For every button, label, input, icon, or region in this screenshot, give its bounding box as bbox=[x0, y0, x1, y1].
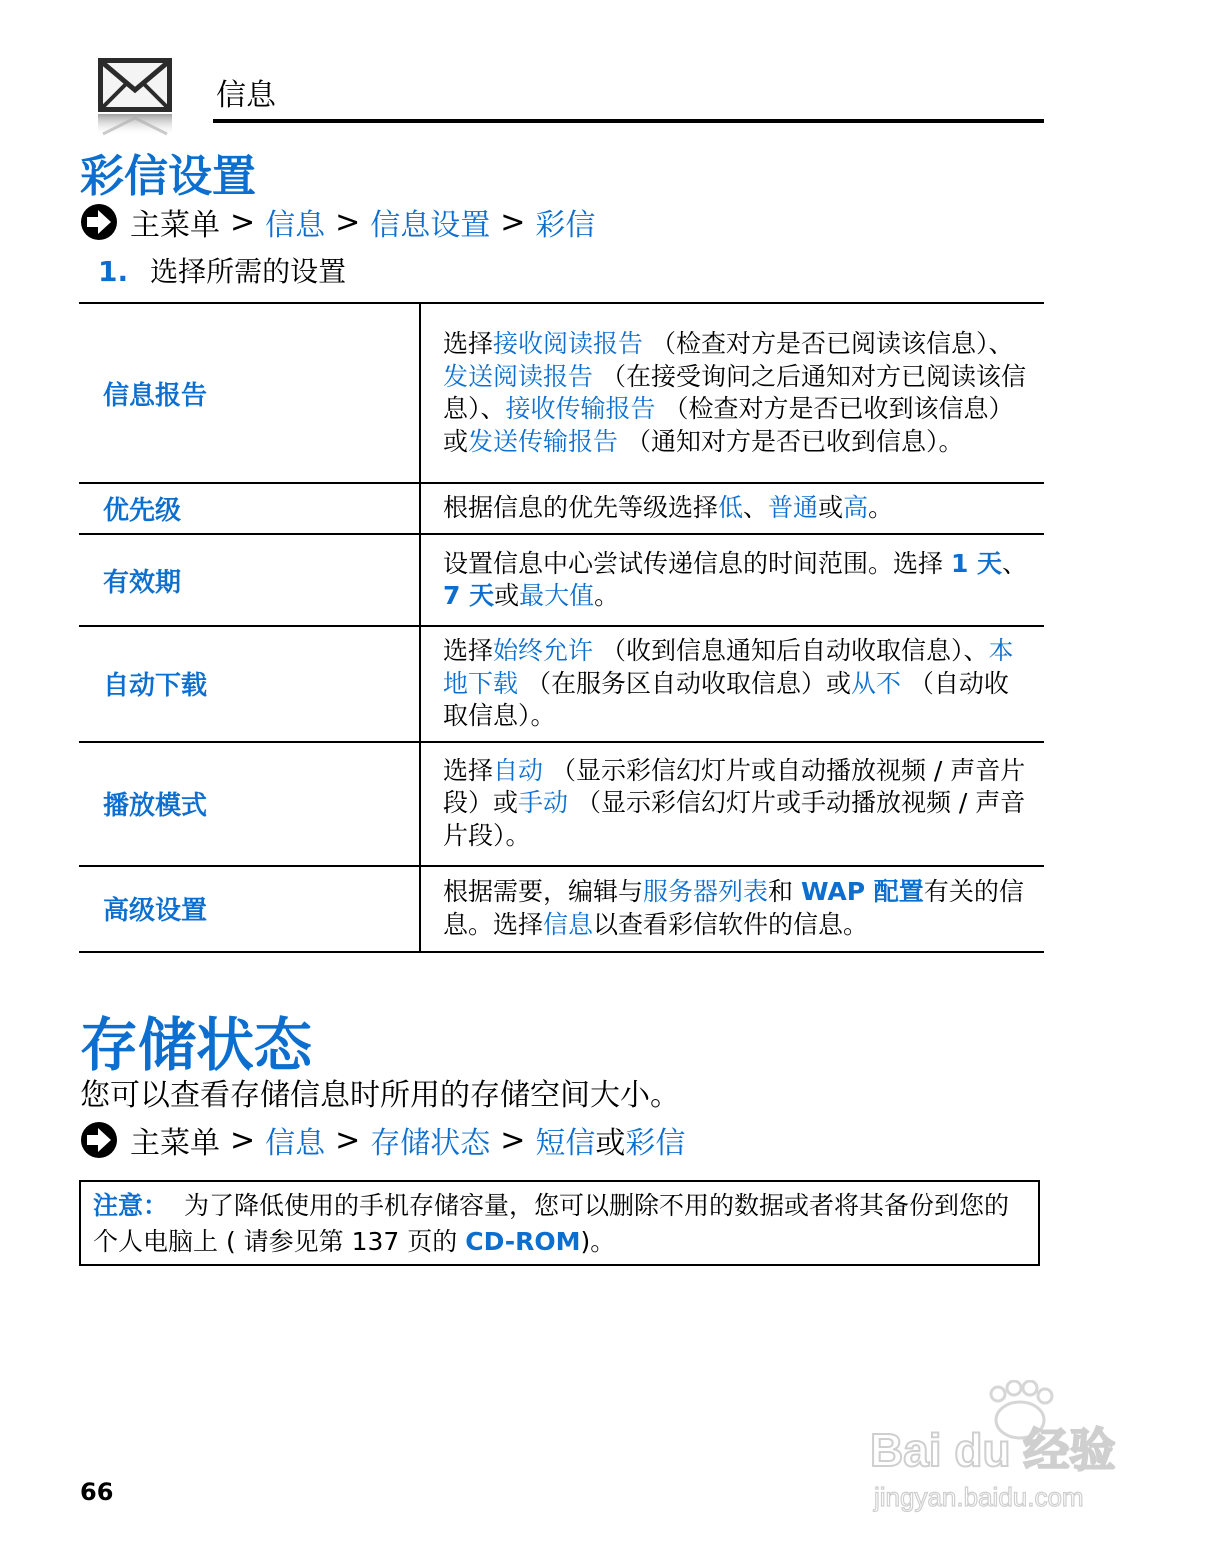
breadcrumb bbox=[80, 200, 595, 244]
breadcrumb-root: 主菜单 bbox=[130, 208, 220, 243]
setting-label-message-report: 信息报告 bbox=[79, 303, 420, 483]
watermark-url: jingyan.baidu.com bbox=[874, 1482, 1084, 1512]
option-always-allow: 始终允许 bbox=[493, 636, 594, 665]
breadcrumb-item-mms[interactable]: 彩信 bbox=[535, 208, 596, 243]
option-wap-config: WAP 配置 bbox=[800, 877, 924, 906]
watermark-brand: Bai du 经验 bbox=[870, 1424, 1116, 1476]
breadcrumb-item-mms[interactable]: 彩信 bbox=[625, 1126, 686, 1161]
setting-label-play-mode: 播放模式 bbox=[79, 742, 420, 866]
breadcrumb-separator: > bbox=[230, 1122, 256, 1158]
option-maximum: 最大值 bbox=[519, 581, 595, 610]
step-1 bbox=[98, 250, 346, 290]
setting-label-validity: 有效期 bbox=[79, 534, 420, 626]
page-number: 66 bbox=[80, 1478, 114, 1506]
setting-label-advanced: 高级设置 bbox=[79, 866, 420, 952]
breadcrumb-separator: > bbox=[500, 1122, 526, 1158]
header-title: 信息 bbox=[216, 78, 276, 113]
option-delivery-report-receive: 接收传输报告 bbox=[505, 394, 656, 423]
baidu-watermark bbox=[870, 1380, 1160, 1520]
option-manual: 手动 bbox=[518, 788, 569, 818]
setting-label-auto-download: 自动下载 bbox=[79, 626, 420, 742]
breadcrumb-item-message-settings[interactable]: 信息设置 bbox=[370, 208, 491, 243]
table-row bbox=[79, 866, 1044, 952]
setting-description: 选择接收阅读报告 （检查对方是否已阅读该信息）、发送阅读报告 （在接受询问之后通知对方已阅读该信息）、接收传输报告 （检查对方是否已收到该信息）或发送传输报告 （通知对方是否已收到信息）。 bbox=[420, 303, 1044, 483]
option-delivery-report-send: 发送传输报告 bbox=[468, 426, 619, 456]
option-low: 低 bbox=[718, 493, 744, 523]
section-title-mms-settings: 彩信设置 bbox=[80, 151, 256, 202]
note-label: 注意： bbox=[93, 1191, 169, 1220]
section-body-text: 您可以查看存储信息时所用的存储空间大小。 bbox=[80, 1078, 680, 1113]
breadcrumb-item-sms[interactable]: 短信 bbox=[535, 1126, 596, 1161]
breadcrumb bbox=[80, 1118, 685, 1162]
header-rule bbox=[213, 119, 1044, 123]
setting-label-priority: 优先级 bbox=[79, 483, 420, 534]
arrow-right-icon bbox=[80, 1121, 118, 1159]
breadcrumb-separator: > bbox=[335, 1122, 361, 1158]
breadcrumb-separator: > bbox=[230, 204, 256, 240]
option-server-list: 服务器列表 bbox=[643, 877, 769, 906]
note-box bbox=[79, 1180, 1040, 1266]
option-info: 信息 bbox=[543, 909, 594, 939]
setting-description: 设置信息中心尝试传递信息的时间范围。选择 1 天、 7 天或最大值。 bbox=[420, 534, 1044, 626]
setting-description: 选择自动 （显示彩信幻灯片或自动播放视频 / 声音片段）或手动 （显示彩信幻灯片或手动播放视频 / 声音片段）。 bbox=[420, 742, 1044, 866]
step-text: 选择所需的设置 bbox=[150, 255, 347, 288]
breadcrumb-item-memory-status[interactable]: 存储状态 bbox=[370, 1126, 491, 1161]
table-row bbox=[79, 483, 1044, 534]
settings-table bbox=[79, 302, 1044, 953]
option-normal: 普通 bbox=[768, 493, 819, 523]
setting-description: 选择始终允许 （收到信息通知后自动收取信息）、本地下载 （在服务区自动收取信息）或从不 （自动收取信息）。 bbox=[420, 626, 1044, 742]
breadcrumb-root: 主菜单 bbox=[130, 1126, 220, 1161]
note-link-cd-rom[interactable]: CD-ROM bbox=[465, 1227, 581, 1256]
breadcrumb-or: 或 bbox=[595, 1126, 626, 1161]
option-7-days: 7 天 bbox=[443, 581, 495, 610]
envelope-icon bbox=[96, 56, 176, 136]
table-row bbox=[79, 534, 1044, 626]
table-row bbox=[79, 626, 1044, 742]
option-read-report-receive: 接收阅读报告 bbox=[493, 329, 644, 358]
breadcrumb-separator: > bbox=[500, 204, 526, 240]
setting-description: 根据信息的优先等级选择低、普通或高。 bbox=[420, 483, 1044, 534]
option-auto: 自动 bbox=[493, 755, 544, 785]
table-row bbox=[79, 742, 1044, 866]
option-read-report-send: 发送阅读报告 bbox=[443, 361, 594, 391]
option-local-download: 本地下载 bbox=[443, 636, 1014, 698]
breadcrumb-separator: > bbox=[335, 204, 361, 240]
note-text-end: )。 bbox=[580, 1227, 616, 1256]
option-1-day: 1 天 bbox=[950, 548, 1003, 578]
breadcrumb-item-messages[interactable]: 信息 bbox=[265, 1126, 326, 1161]
setting-description: 根据需要，编辑与服务器列表和 WAP 配置有关的信息。选择信息以查看彩信软件的信息。 bbox=[443, 877, 1024, 939]
arrow-right-icon bbox=[80, 203, 118, 241]
note-text: 为了降低使用的手机存储容量，您可以删除不用的数据或者将其备份到您的个人电脑上 ( 请参见第 137 页的 bbox=[93, 1191, 1010, 1256]
section-title-memory-status: 存储状态 bbox=[80, 1011, 313, 1079]
step-number: 1. bbox=[98, 255, 129, 288]
option-never: 从不 bbox=[850, 668, 901, 698]
option-high: 高 bbox=[843, 493, 869, 523]
table-row bbox=[79, 303, 1044, 483]
breadcrumb-item-messages[interactable]: 信息 bbox=[265, 208, 326, 243]
